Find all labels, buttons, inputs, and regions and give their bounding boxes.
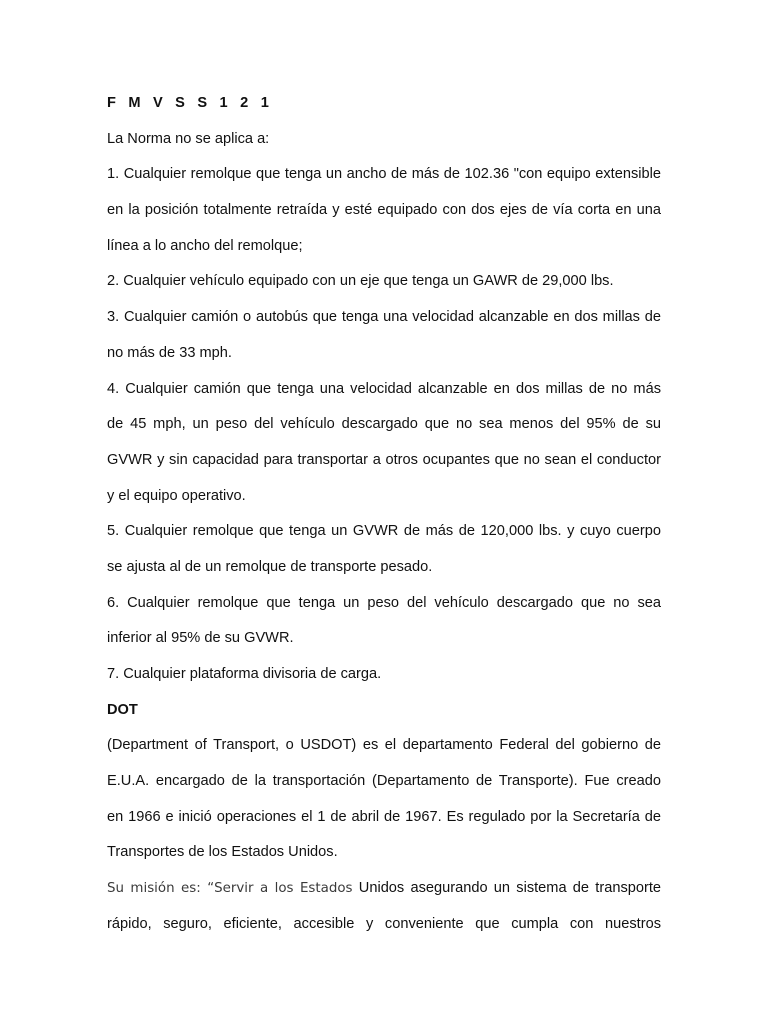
item-4-line-3: GVWR y sin capacidad para transportar a otros ocupantes que no sean el conductor <box>107 451 661 468</box>
document-heading: F M V S S 1 2 1 <box>107 95 274 111</box>
intro-text: La Norma no se aplica a: <box>107 130 270 147</box>
mission-prefix: Su misión es: “Servir a los Estados <box>107 881 353 897</box>
dot-line-2: E.U.A. encargado de la transportación (Departamento de Transporte). Fue creado <box>107 773 661 790</box>
item-4-line-4: y el equipo operativo. <box>107 487 246 504</box>
mission-rest: Unidos asegurando un sistema de transporte <box>352 880 661 897</box>
dot-heading: DOT <box>107 701 138 718</box>
item-3-line-1: 3. Cualquier camión o autobús que tenga una velocidad alcanzable en dos millas de <box>107 309 661 326</box>
item-1-line-2: en la posición totalmente retraída y esté equipado con dos ejes de vía corta en una <box>107 202 661 219</box>
item-6-line-1: 6. Cualquier remolque que tenga un peso del vehículo descargado que no sea <box>107 594 661 611</box>
item-7-line-1: 7. Cualquier plataforma divisoria de carga. <box>107 666 382 682</box>
document-body <box>107 86 661 943</box>
item-4-line-1: 4. Cualquier camión que tenga una velocidad alcanzable en dos millas de no más <box>107 380 661 397</box>
dot-line-3: en 1966 e inició operaciones el 1 de abril de 1967. Es regulado por la Secretaría de <box>107 808 661 825</box>
item-5-line-1: 5. Cualquier remolque que tenga un GVWR de más de 120,000 lbs. y cuyo cuerpo <box>107 523 661 540</box>
dot-line-1: (Department of Transport, o USDOT) es el departamento Federal del gobierno de <box>107 737 661 754</box>
item-6-line-2: inferior al 95% de su GVWR. <box>107 630 294 647</box>
item-4-line-2: de 45 mph, un peso del vehículo descargado que no sea menos del 95% de su <box>107 416 661 433</box>
item-2-line-1: 2. Cualquier vehículo equipado con un eje que tenga un GAWR de 29,000 lbs. <box>107 273 614 290</box>
mission-line-2: rápido, seguro, eficiente, accesible y conveniente que cumpla con nuestros <box>107 915 661 932</box>
mission-line-1 <box>107 871 661 907</box>
item-5-line-2: se ajusta al de un remolque de transporte pesado. <box>107 558 433 575</box>
dot-line-4: Transportes de los Estados Unidos. <box>107 844 338 861</box>
item-1-line-1: 1. Cualquier remolque que tenga un ancho de más de 102.36 "con equipo extensible <box>107 166 661 183</box>
item-3-line-2: no más de 33 mph. <box>107 344 232 361</box>
item-1-line-3: línea a lo ancho del remolque; <box>107 237 303 254</box>
